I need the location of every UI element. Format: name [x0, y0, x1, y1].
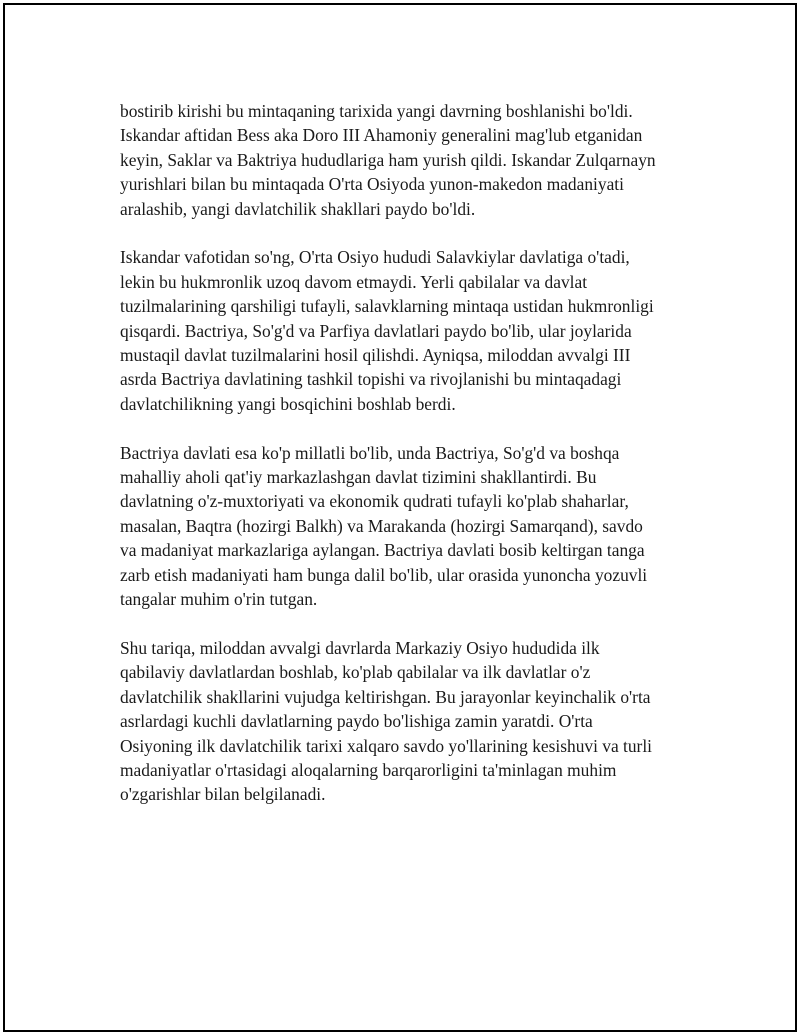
text-line: yurishlari bilan bu mintaqada O'rta Osiyoda yunon-makedon madaniyati: [120, 174, 624, 195]
paragraph-4: [120, 636, 695, 807]
text-line: davlatchilikning yangi bosqichini boshlab berdi.: [120, 393, 456, 414]
text-line: Osiyoning ilk davlatchilik tarixi xalqaro savdo yo'llarining kesishuvi va turli: [120, 735, 653, 756]
text-line: mustaqil davlat tuzilmalarini hosil qilishdi. Ayniqsa, miloddan avvalgi III: [120, 345, 631, 366]
text-line: keyin, Saklar va Baktriya hududlariga ham yurish qildi. Iskandar Zulqarnayn: [120, 149, 656, 170]
document-page: [3, 3, 797, 1032]
text-line: mahalliy aholi qat'iy markazlashgan davlat tizimini shakllantirdi. Bu: [120, 467, 597, 488]
text-line: Bactriya davlati esa ko'p millatli bo'lib, unda Bactriya, So'g'd va boshqa: [120, 442, 620, 463]
text-line: davlatchilik shakllarini vujudga keltirishgan. Bu jarayonlar keyinchalik o'rta: [120, 686, 651, 707]
text-line: tuzilmalarining qarshiligi tufayli, salavklarning mintaqa ustidan hukmronligi: [120, 296, 654, 317]
text-line: madaniyatlar o'rtasidagi aloqalarning barqarorligini ta'minlagan muhim: [120, 759, 617, 780]
text-line: bostirib kirishi bu mintaqaning tarixida yangi davrning boshlanishi bo'ldi.: [120, 101, 633, 121]
text-line: va madaniyat markazlariga aylangan. Bactriya davlati bosib keltirgan tanga: [120, 540, 645, 561]
text-line: Iskandar aftidan Bess aka Doro III Ahamoniy generalini mag'lub etganidan: [120, 125, 643, 146]
document-body: [120, 99, 695, 831]
text-line: masalan, Baqtra (hozirgi Balkh) va Marakanda (hozirgi Samarqand), savdo: [120, 515, 643, 536]
text-line: Shu tariqa, miloddan avvalgi davrlarda Markaziy Osiyo hududida ilk: [120, 637, 600, 658]
text-line: tangalar muhim o'rin tutgan.: [120, 589, 318, 610]
paragraph-1: [120, 99, 695, 221]
text-line: o'zgarishlar bilan belgilanadi.: [120, 784, 326, 805]
text-line: zarb etish madaniyati ham bunga dalil bo'lib, ular orasida yunoncha yozuvli: [120, 564, 648, 585]
text-line: Iskandar vafotidan so'ng, O'rta Osiyo hududi Salavkiylar davlatiga o'tadi,: [120, 247, 630, 268]
text-line: qisqardi. Bactriya, So'g'd va Parfiya davlatlari paydo bo'lib, ular joylarida: [120, 320, 632, 341]
text-line: asrda Bactriya davlatining tashkil topishi va rivojlanishi bu mintaqadagi: [120, 369, 622, 390]
text-line: aralashib, yangi davlatchilik shakllari paydo bo'ldi.: [120, 198, 476, 219]
paragraph-3: [120, 441, 695, 612]
paragraph-2: [120, 245, 695, 416]
text-line: lekin bu hukmronlik uzoq davom etmaydi. Yerli qabilalar va davlat: [120, 271, 588, 292]
text-line: qabilaviy davlatlardan boshlab, ko'plab qabilalar va ilk davlatlar o'z: [120, 662, 591, 683]
text-line: davlatning o'z-muxtoriyati va ekonomik qudrati tufayli ko'plab shaharlar,: [120, 491, 629, 512]
text-line: asrlardagi kuchli davlatlarning paydo bo'lishiga zamin yaratdi. O'rta: [120, 711, 593, 732]
